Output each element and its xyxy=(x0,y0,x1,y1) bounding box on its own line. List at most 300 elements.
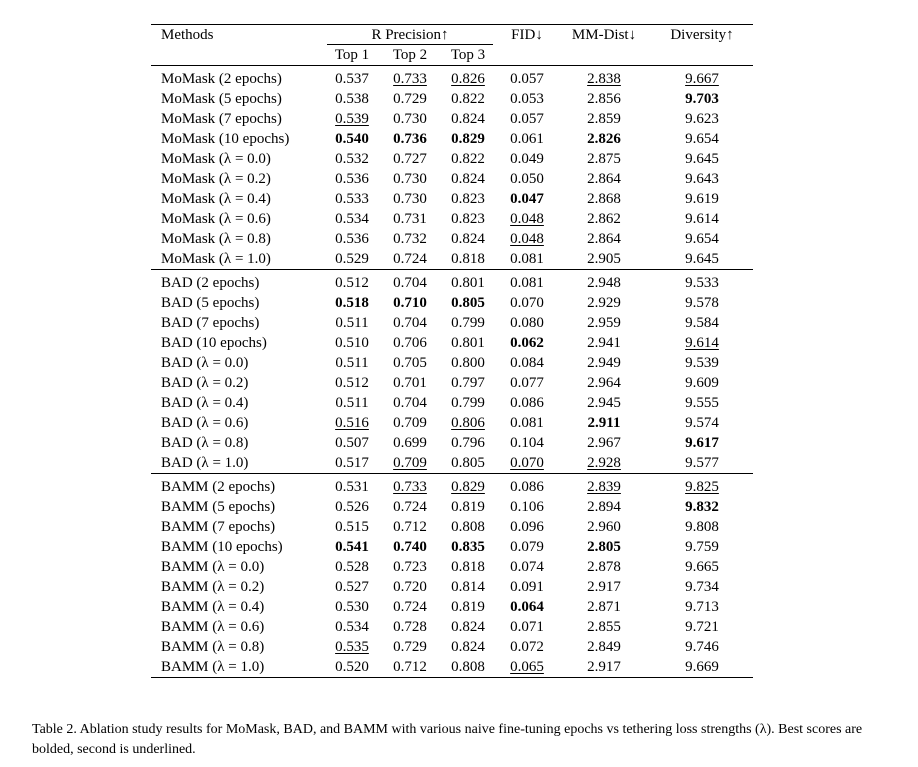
value: 0.050 xyxy=(510,171,544,187)
value: 0.072 xyxy=(510,639,544,655)
diversity-cell xyxy=(651,270,753,294)
top1-cell xyxy=(323,189,381,209)
top2-cell xyxy=(381,453,439,474)
value: 0.706 xyxy=(393,335,427,351)
top3-cell xyxy=(439,413,497,433)
table-row xyxy=(151,169,753,189)
value: 0.729 xyxy=(393,91,427,107)
top3-cell xyxy=(439,249,497,270)
value: 0.823 xyxy=(451,211,485,227)
header-methods: Methods xyxy=(151,25,323,46)
value: 0.536 xyxy=(335,171,369,187)
mm-dist-cell xyxy=(557,229,651,249)
method-cell: MoMask (λ = 0.0) xyxy=(161,151,271,167)
value: 0.724 xyxy=(393,599,427,615)
top2-cell xyxy=(381,229,439,249)
value: 2.941 xyxy=(587,335,621,351)
value: 9.667 xyxy=(685,71,719,87)
value: 9.623 xyxy=(685,111,719,127)
value: 2.855 xyxy=(587,619,621,635)
value: 9.609 xyxy=(685,375,719,391)
value: 0.736 xyxy=(393,131,427,147)
mm-dist-cell xyxy=(557,373,651,393)
method-cell: BAMM (λ = 0.8) xyxy=(161,639,265,655)
fid-cell xyxy=(497,189,557,209)
top3-cell xyxy=(439,497,497,517)
value: 0.710 xyxy=(393,295,427,311)
method-cell: BAMM (λ = 0.6) xyxy=(161,619,265,635)
diversity-cell xyxy=(651,393,753,413)
value: 0.529 xyxy=(335,251,369,267)
diversity-cell xyxy=(651,557,753,577)
top2-cell xyxy=(381,637,439,657)
table-row xyxy=(151,89,753,109)
value: 2.928 xyxy=(587,455,621,471)
value: 0.824 xyxy=(451,619,485,635)
top2-cell xyxy=(381,657,439,678)
top3-cell xyxy=(439,209,497,229)
value: 9.665 xyxy=(685,559,719,575)
value: 0.730 xyxy=(393,191,427,207)
table-row xyxy=(151,597,753,617)
value: 0.824 xyxy=(451,231,485,247)
value: 9.533 xyxy=(685,275,719,291)
table-row xyxy=(151,66,753,90)
method-cell: BAD (λ = 0.0) xyxy=(161,355,249,371)
value: 0.070 xyxy=(510,295,544,311)
value: 9.669 xyxy=(685,659,719,675)
value: 0.723 xyxy=(393,559,427,575)
diversity-cell xyxy=(651,149,753,169)
top1-cell xyxy=(323,109,381,129)
value: 9.617 xyxy=(685,435,719,451)
value: 2.849 xyxy=(587,639,621,655)
top3-cell xyxy=(439,353,497,373)
value: 2.878 xyxy=(587,559,621,575)
diversity-cell xyxy=(651,353,753,373)
value: 0.814 xyxy=(451,579,485,595)
mm-dist-cell xyxy=(557,597,651,617)
top3-cell xyxy=(439,433,497,453)
method-cell: BAD (5 epochs) xyxy=(161,295,260,311)
diversity-cell xyxy=(651,66,753,90)
value: 0.724 xyxy=(393,499,427,515)
method-cell: BAD (2 epochs) xyxy=(151,270,323,294)
top2-cell xyxy=(381,89,439,109)
value: 0.049 xyxy=(510,151,544,167)
top2-cell xyxy=(381,169,439,189)
table-row xyxy=(151,617,753,637)
value: 2.960 xyxy=(587,519,621,535)
top3-cell xyxy=(439,373,497,393)
fid-cell xyxy=(497,657,557,678)
value: 0.510 xyxy=(335,335,369,351)
table-row xyxy=(151,474,753,498)
top1-cell xyxy=(323,293,381,313)
value: 0.053 xyxy=(510,91,544,107)
value: 0.731 xyxy=(393,211,427,227)
diversity-cell xyxy=(651,637,753,657)
fid-cell xyxy=(497,169,557,189)
value: 0.518 xyxy=(335,295,369,311)
value: 0.520 xyxy=(335,659,369,675)
value: 2.894 xyxy=(587,499,621,515)
value: 9.574 xyxy=(685,415,719,431)
mm-dist-cell xyxy=(557,293,651,313)
fid-cell xyxy=(497,474,557,498)
top3-cell xyxy=(439,89,497,109)
mm-dist-cell xyxy=(557,109,651,129)
value: 9.746 xyxy=(685,639,719,655)
top3-cell xyxy=(439,129,497,149)
value: 2.945 xyxy=(587,395,621,411)
mm-dist-cell xyxy=(557,249,651,270)
method-cell: MoMask (10 epochs) xyxy=(161,131,290,147)
value: 9.759 xyxy=(685,539,719,555)
top1-cell xyxy=(323,353,381,373)
diversity-cell xyxy=(651,209,753,229)
diversity-cell xyxy=(651,433,753,453)
value: 0.532 xyxy=(335,151,369,167)
diversity-cell xyxy=(651,189,753,209)
fid-cell xyxy=(497,453,557,474)
value: 2.948 xyxy=(587,275,621,291)
value: 0.512 xyxy=(335,275,369,291)
mm-dist-cell xyxy=(557,453,651,474)
method-cell: MoMask (λ = 1.0) xyxy=(161,251,271,267)
header-row-main xyxy=(151,25,753,46)
value: 0.096 xyxy=(510,519,544,535)
top3-cell xyxy=(439,474,497,498)
top2-cell xyxy=(381,557,439,577)
method-cell: MoMask (5 epochs) xyxy=(161,91,282,107)
header-r-precision: R Precision↑ xyxy=(323,25,497,46)
value: 0.086 xyxy=(510,479,544,495)
diversity-cell xyxy=(651,474,753,498)
value: 0.081 xyxy=(510,415,544,431)
value: 2.856 xyxy=(587,91,621,107)
top1-cell xyxy=(323,129,381,149)
value: 0.048 xyxy=(510,211,544,227)
diversity-cell xyxy=(651,657,753,678)
top2-cell xyxy=(381,209,439,229)
top3-cell xyxy=(439,313,497,333)
value: 2.826 xyxy=(587,131,621,147)
diversity-cell xyxy=(651,517,753,537)
table-row xyxy=(151,657,753,678)
value: 2.859 xyxy=(587,111,621,127)
top3-cell xyxy=(439,293,497,313)
top1-cell xyxy=(323,413,381,433)
table-row xyxy=(151,637,753,657)
mm-dist-cell xyxy=(557,557,651,577)
fid-cell xyxy=(497,353,557,373)
value: 0.824 xyxy=(451,171,485,187)
top1-cell xyxy=(323,149,381,169)
value: 0.057 xyxy=(510,111,544,127)
top1-cell xyxy=(323,333,381,353)
value: 0.047 xyxy=(510,191,544,207)
value: 0.806 xyxy=(451,415,485,431)
value: 0.727 xyxy=(393,151,427,167)
top2-cell xyxy=(381,474,439,498)
diversity-cell xyxy=(651,617,753,637)
diversity-cell xyxy=(651,169,753,189)
mm-dist-cell xyxy=(557,149,651,169)
fid-cell xyxy=(497,333,557,353)
top1-cell xyxy=(323,597,381,617)
table-row xyxy=(151,433,753,453)
value: 0.712 xyxy=(393,659,427,675)
method-cell: BAD (λ = 0.8) xyxy=(161,435,249,451)
top1-cell xyxy=(323,313,381,333)
method-cell: BAMM (λ = 0.0) xyxy=(161,559,265,575)
mm-dist-cell xyxy=(557,474,651,498)
value: 0.080 xyxy=(510,315,544,331)
method-cell: MoMask (7 epochs) xyxy=(161,111,282,127)
top1-cell xyxy=(323,537,381,557)
mm-dist-cell xyxy=(557,333,651,353)
mm-dist-cell xyxy=(557,313,651,333)
top1-cell xyxy=(323,249,381,270)
method-cell: BAMM (λ = 0.4) xyxy=(161,599,265,615)
diversity-cell xyxy=(651,413,753,433)
value: 0.516 xyxy=(335,415,369,431)
value: 0.084 xyxy=(510,355,544,371)
value: 0.091 xyxy=(510,579,544,595)
value: 0.829 xyxy=(451,479,485,495)
value: 0.538 xyxy=(335,91,369,107)
top1-cell xyxy=(323,66,381,90)
value: 9.645 xyxy=(685,251,719,267)
mm-dist-cell xyxy=(557,169,651,189)
value: 0.061 xyxy=(510,131,544,147)
method-cell: BAD (λ = 0.4) xyxy=(161,395,249,411)
value: 2.864 xyxy=(587,231,621,247)
value: 0.515 xyxy=(335,519,369,535)
value: 0.724 xyxy=(393,251,427,267)
fid-cell xyxy=(497,270,557,294)
value: 0.079 xyxy=(510,539,544,555)
method-cell: BAD (7 epochs) xyxy=(161,315,260,331)
table-row xyxy=(151,293,753,313)
value: 0.822 xyxy=(451,151,485,167)
value: 0.730 xyxy=(393,171,427,187)
top2-cell xyxy=(381,149,439,169)
header-top3: Top 3 xyxy=(450,47,486,63)
value: 0.733 xyxy=(393,479,427,495)
top2-cell xyxy=(381,577,439,597)
value: 9.555 xyxy=(685,395,719,411)
value: 0.527 xyxy=(335,579,369,595)
top1-cell xyxy=(323,453,381,474)
fid-cell xyxy=(497,393,557,413)
diversity-cell xyxy=(651,333,753,353)
fid-cell xyxy=(497,109,557,129)
results-body xyxy=(151,66,753,678)
diversity-cell xyxy=(651,497,753,517)
top2-cell xyxy=(381,617,439,637)
table-row xyxy=(151,453,753,474)
top2-cell xyxy=(381,517,439,537)
top3-cell xyxy=(439,229,497,249)
table-row xyxy=(151,229,753,249)
value: 0.511 xyxy=(335,355,369,371)
top2-cell xyxy=(381,333,439,353)
value: 2.862 xyxy=(587,211,621,227)
mm-dist-cell xyxy=(557,637,651,657)
value: 0.704 xyxy=(393,315,427,331)
top3-cell xyxy=(439,169,497,189)
mm-dist-cell xyxy=(557,209,651,229)
mm-dist-cell xyxy=(557,537,651,557)
top1-cell xyxy=(323,89,381,109)
fid-cell xyxy=(497,149,557,169)
method-cell: BAD (λ = 0.2) xyxy=(161,375,249,391)
value: 0.720 xyxy=(393,579,427,595)
value: 0.077 xyxy=(510,375,544,391)
value: 9.703 xyxy=(685,91,719,107)
value: 0.071 xyxy=(510,619,544,635)
mm-dist-cell xyxy=(557,517,651,537)
table-row xyxy=(151,333,753,353)
mm-dist-cell xyxy=(557,577,651,597)
value: 0.729 xyxy=(393,639,427,655)
value: 0.081 xyxy=(510,251,544,267)
value: 0.797 xyxy=(451,375,485,391)
method-cell: BAD (λ = 1.0) xyxy=(161,455,249,471)
top2-cell xyxy=(381,413,439,433)
value: 0.086 xyxy=(510,395,544,411)
diversity-cell xyxy=(651,577,753,597)
fid-cell xyxy=(497,433,557,453)
diversity-cell xyxy=(651,249,753,270)
table-row xyxy=(151,149,753,169)
value: 0.699 xyxy=(393,435,427,451)
diversity-cell xyxy=(651,537,753,557)
value: 0.805 xyxy=(451,455,485,471)
value: 0.801 xyxy=(451,275,485,291)
value: 9.578 xyxy=(685,295,719,311)
table-row xyxy=(151,517,753,537)
value: 0.531 xyxy=(335,479,369,495)
top1-cell xyxy=(323,497,381,517)
top3-cell xyxy=(439,66,497,90)
top2-cell xyxy=(381,129,439,149)
value: 2.838 xyxy=(587,71,621,87)
table-row xyxy=(151,129,753,149)
results-table xyxy=(151,24,753,678)
value: 0.805 xyxy=(451,295,485,311)
table-row xyxy=(151,249,753,270)
value: 0.057 xyxy=(510,71,544,87)
value: 0.835 xyxy=(451,539,485,555)
fid-cell xyxy=(497,617,557,637)
value: 2.864 xyxy=(587,171,621,187)
method-cell: MoMask (λ = 0.2) xyxy=(161,171,271,187)
value: 9.584 xyxy=(685,315,719,331)
value: 0.818 xyxy=(451,559,485,575)
mm-dist-cell xyxy=(557,617,651,637)
fid-cell xyxy=(497,537,557,557)
top2-cell xyxy=(381,373,439,393)
value: 0.824 xyxy=(451,111,485,127)
table-caption: Table 2. Ablation study results for MoMask, BAD, and BAMM with various naive fine-tuning epochs vs tethering loss strengths (λ). Best scores are bolded, second is underlined. xyxy=(32,722,863,757)
top3-cell xyxy=(439,333,497,353)
top1-cell xyxy=(323,270,381,294)
value: 9.539 xyxy=(685,355,719,371)
diversity-cell xyxy=(651,109,753,129)
mm-dist-cell xyxy=(557,189,651,209)
value: 2.905 xyxy=(587,251,621,267)
header-row-sub xyxy=(151,45,753,66)
value: 2.964 xyxy=(587,375,621,391)
header-diversity: Diversity↑ xyxy=(651,25,753,46)
mm-dist-cell xyxy=(557,353,651,373)
top2-cell xyxy=(381,293,439,313)
value: 0.528 xyxy=(335,559,369,575)
method-cell: BAD (10 epochs) xyxy=(161,335,267,351)
top3-cell xyxy=(439,537,497,557)
value: 0.534 xyxy=(335,211,369,227)
top1-cell xyxy=(323,209,381,229)
top1-cell xyxy=(323,557,381,577)
top3-cell xyxy=(439,597,497,617)
method-cell: MoMask (2 epochs) xyxy=(151,66,323,90)
value: 9.654 xyxy=(685,131,719,147)
mm-dist-cell xyxy=(557,497,651,517)
table-row xyxy=(151,209,753,229)
top3-cell xyxy=(439,617,497,637)
value: 0.705 xyxy=(393,355,427,371)
top1-cell xyxy=(323,657,381,678)
value: 0.533 xyxy=(335,191,369,207)
top3-cell xyxy=(439,657,497,678)
top2-cell xyxy=(381,433,439,453)
value: 0.534 xyxy=(335,619,369,635)
value: 0.728 xyxy=(393,619,427,635)
diversity-cell xyxy=(651,453,753,474)
fid-cell xyxy=(497,249,557,270)
value: 0.081 xyxy=(510,275,544,291)
header-top2: Top 2 xyxy=(392,47,428,63)
table-row xyxy=(151,313,753,333)
value: 0.796 xyxy=(451,435,485,451)
mm-dist-cell xyxy=(557,433,651,453)
top2-cell xyxy=(381,537,439,557)
value: 0.065 xyxy=(510,659,544,675)
top3-cell xyxy=(439,637,497,657)
value: 0.732 xyxy=(393,231,427,247)
top1-cell xyxy=(323,474,381,498)
value: 0.823 xyxy=(451,191,485,207)
value: 2.949 xyxy=(587,355,621,371)
table-row xyxy=(151,109,753,129)
value: 0.740 xyxy=(393,539,427,555)
mm-dist-cell xyxy=(557,66,651,90)
value: 0.819 xyxy=(451,499,485,515)
top1-cell xyxy=(323,433,381,453)
value: 9.808 xyxy=(685,519,719,535)
top2-cell xyxy=(381,497,439,517)
top3-cell xyxy=(439,393,497,413)
fid-cell xyxy=(497,229,557,249)
diversity-cell xyxy=(651,89,753,109)
value: 0.048 xyxy=(510,231,544,247)
value: 0.829 xyxy=(451,131,485,147)
value: 9.734 xyxy=(685,579,719,595)
diversity-cell xyxy=(651,229,753,249)
